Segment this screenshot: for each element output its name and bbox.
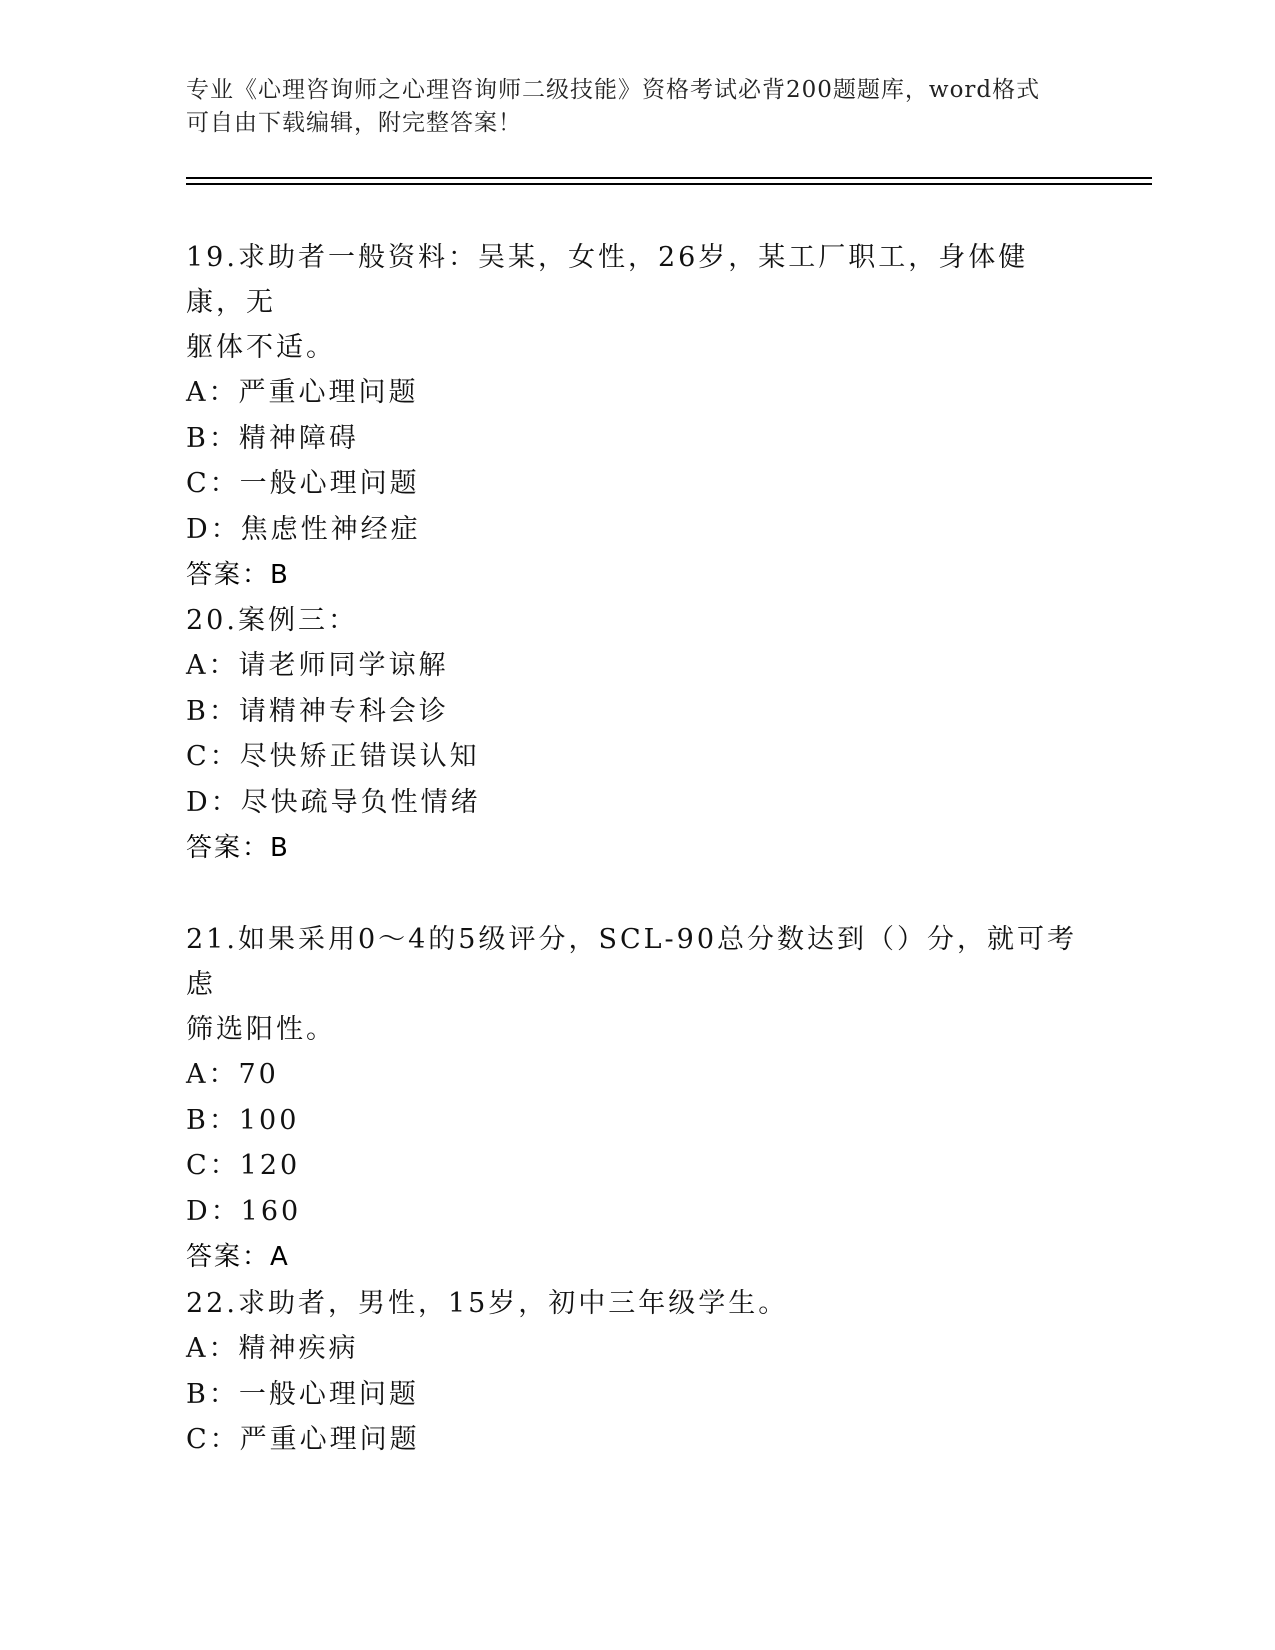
option-d: D：焦虑性神经症 xyxy=(186,513,421,545)
question-stem: 19.求助者一般资料：吴某，女性，26岁，某工厂职工，身体健康，无 xyxy=(186,242,1029,318)
option-a: A：严重心理问题 xyxy=(186,377,419,408)
question-stem-continued: 筛选阳性。 xyxy=(186,1014,336,1045)
option-c: C：严重心理问题 xyxy=(186,1424,420,1455)
answer: 答案：A xyxy=(186,1242,290,1272)
option-b: B：请精神专科会诊 xyxy=(186,695,449,727)
option-c: C：尽快矫正错误认知 xyxy=(186,741,480,772)
option-d: D：160 xyxy=(186,1195,302,1227)
option-b: B：100 xyxy=(186,1104,300,1136)
question-20 xyxy=(186,598,1086,871)
question-21 xyxy=(186,917,1086,1280)
option-a: A：精神疾病 xyxy=(186,1333,359,1364)
question-stem: 22.求助者，男性，15岁，初中三年级学生。 xyxy=(186,1288,789,1319)
question-22 xyxy=(186,1281,1086,1463)
header-divider-bottom xyxy=(186,183,1152,185)
option-b: B：一般心理问题 xyxy=(186,1378,419,1410)
question-stem-continued: 躯体不适。 xyxy=(186,332,336,363)
header-line-2: 可自由下载编辑，附完整答案！ xyxy=(186,110,522,136)
option-d: D：尽快疏导负性情绪 xyxy=(186,786,481,818)
option-a: A：70 xyxy=(186,1059,279,1090)
answer: 答案：B xyxy=(186,560,290,590)
question-stem: 21.如果采用0～4的5级评分，SCL-90总分数达到（）分，就可考虑 xyxy=(186,924,1078,1000)
option-c: C：120 xyxy=(186,1150,301,1181)
question-19 xyxy=(186,235,1086,598)
option-a: A：请老师同学谅解 xyxy=(186,650,449,681)
option-c: C：一般心理问题 xyxy=(186,468,420,499)
document-header xyxy=(186,74,1066,140)
header-line-1: 专业《心理咨询师之心理咨询师二级技能》资格考试必背200题题库，word格式 xyxy=(186,77,1041,103)
question-stem: 20.案例三： xyxy=(186,605,358,636)
answer: 答案：B xyxy=(186,833,290,863)
option-b: B：精神障碍 xyxy=(186,422,359,454)
header-divider-top xyxy=(186,177,1152,179)
